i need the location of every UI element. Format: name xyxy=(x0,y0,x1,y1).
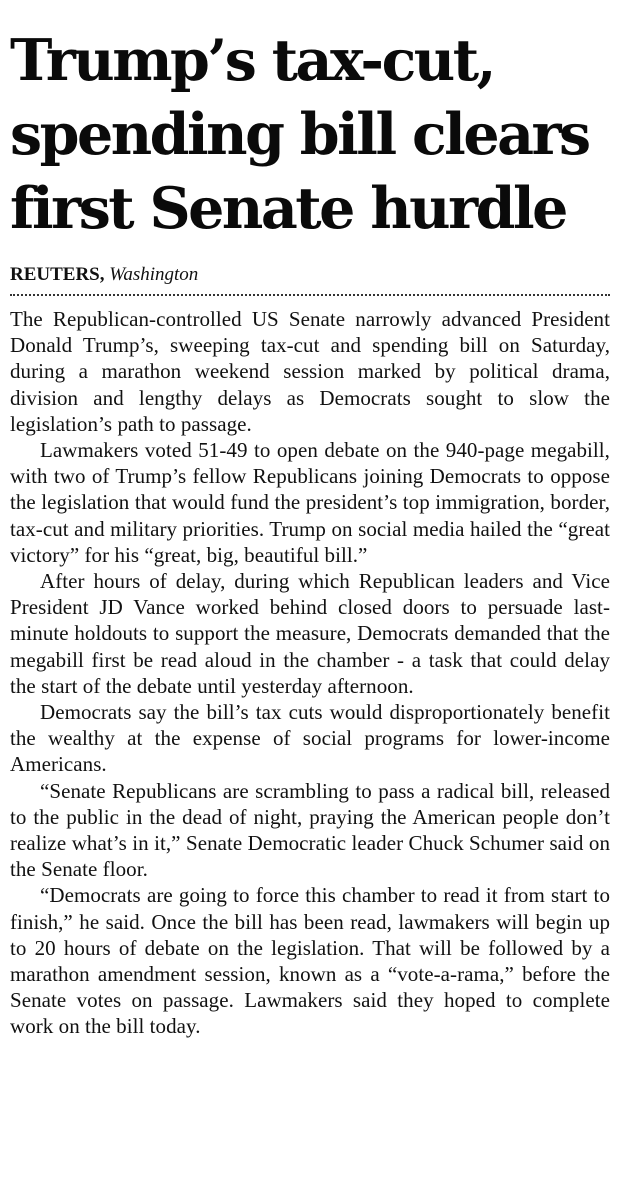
paragraph: “Democrats are going to force this chamber to read it from start to finish,” he said. Once the bill has been read, lawmakers will begin up to 20 hours of debate on the legislation. That will be followed by a marathon amendment session, known as a “vote-a-rama,” before the Senate votes on passage. Lawmakers said they hoped to complete work on the bill today. xyxy=(10,883,610,1039)
paragraph: After hours of delay, during which Republican leaders and Vice President JD Vance worked behind closed doors to persuade last-minute holdouts to support the measure, Democrats demanded that the megabill first be read aloud in the chamber - a task that could delay the start of the debate until yesterday afternoon. xyxy=(10,569,610,698)
news-article xyxy=(10,0,610,1040)
paragraph: “Senate Republicans are scrambling to pass a radical bill, released to the public in the dead of night, praying the American people don’t realize what’s in it,” Senate Democratic leader Chuck Schumer said on the Senate floor. xyxy=(10,778,610,882)
dotted-divider xyxy=(10,294,610,296)
article-body xyxy=(10,306,610,1040)
headline-line: Trump’s tax-cut, xyxy=(10,27,494,94)
paragraph: Lawmakers voted 51-49 to open debate on the 940-page megabill, with two of Trump’s fellow Republicans joining Democrats to oppose the legislation that would fund the president’s top immigration, border, tax-cut and military priorities. Trump on social media hailed the “great victory” for his “great, big, beautiful bill.” xyxy=(10,438,610,567)
byline-agency: REUTERS, xyxy=(10,264,105,285)
paragraph: Democrats say the bill’s tax cuts would disproportionately benefit the wealthy at the expense of social programs for lower-income Americans. xyxy=(10,700,610,777)
byline-dateline: Washington xyxy=(109,264,199,285)
headline-line: first Senate hurdle xyxy=(10,175,566,242)
byline xyxy=(10,264,610,286)
paragraph: The Republican-controlled US Senate narrowly advanced President Donald Trump’s, sweeping tax-cut and spending bill on Saturday, during a marathon weekend session marked by political drama, division and lengthy delays as Democrats sought to slow the legislation’s path to passage. xyxy=(10,307,610,436)
headline-line: spending bill clears xyxy=(10,101,589,168)
headline xyxy=(10,24,610,246)
